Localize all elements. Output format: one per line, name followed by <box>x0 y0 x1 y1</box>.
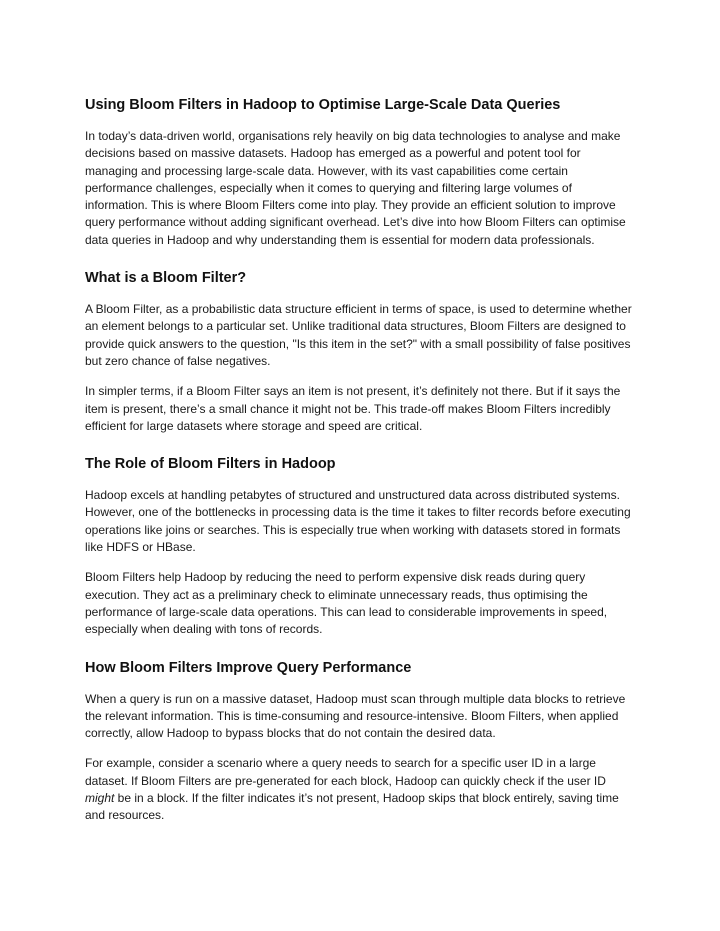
example-text-start: For example, consider a scenario where a query needs to search for a specific user ID in a large dataset. If Bloom Filters are pre-generated for each block, Hadoop can quickly check if the user ID <box>85 756 606 788</box>
query-scan-paragraph: When a query is run on a massive dataset, Hadoop must scan through multiple data blocks to retrieve the relevant information. This is time-consuming and resource-intensive. Bloom Filters, when applied correctly, allow Hadoop to bypass blocks that do not contain the desired data. <box>85 691 626 741</box>
example-text-end: be in a block. If the filter indicates it’s not present, Hadoop skips that block entirely, saving time and resources. <box>85 791 619 823</box>
user-id-example-paragraph <box>85 755 632 824</box>
hadoop-bottleneck-paragraph: Hadoop excels at handling petabytes of structured and unstructured data across distributed systems. However, one of the bottlenecks in processing data is the time it takes to filter records before executing operations like joins or searches. This is especially true when working with datasets stored in formats like HDFS or HBase. <box>85 488 631 555</box>
section-heading-query-performance: How Bloom Filters Improve Query Performance <box>85 659 412 676</box>
document-title: Using Bloom Filters in Hadoop to Optimise Large-Scale Data Queries <box>85 97 561 113</box>
section-heading-role-in-hadoop: The Role of Bloom Filters in Hadoop <box>85 456 336 473</box>
section-heading-what-is-bloom-filter: What is a Bloom Filter? <box>85 270 247 287</box>
bloom-filter-help-paragraph: Bloom Filters help Hadoop by reducing the need to perform expensive disk reads during query execution. They act as a preliminary check to eliminate unnecessary reads, thus optimising the performance of large-scale data operations. This can lead to considerable improvements in speed, especially when dealing with tons of records. <box>85 570 608 637</box>
example-emphasis-might: might <box>85 791 115 806</box>
bloom-filter-definition-paragraph: A Bloom Filter, as a probabilistic data structure efficient in terms of space, is used to determine whether an element belongs to a particular set. Unlike traditional data structures, Bloom Filters are designed to provide quick answers to the question, "Is this item in the set?" with a small possibility of false positives but zero chance of false negatives. <box>85 302 632 368</box>
bloom-filter-simple-terms-paragraph: In simpler terms, if a Bloom Filter says an item is not present, it’s definitely not there. But if it says the item is present, there’s a small chance it might not be. This trade-off makes Bloom Filters incredibly efficient for large datasets where storage and speed are critical. <box>85 384 621 433</box>
intro-paragraph: In today’s data-driven world, organisations rely heavily on big data technologies to analyse and make decisions based on massive datasets. Hadoop has emerged as a powerful and potent tool for managing and processing large-scale data. However, with its vast capabilities come certain performance challenges, especially when it comes to querying and filtering large volumes of information. This is where Bloom Filters come into play. They provide an efficient solution to improve query performance without adding significant overhead. Let’s dive into how Bloom Filters can optimise data queries in Hadoop and why understanding them is essential for modern data professionals. <box>85 129 626 247</box>
